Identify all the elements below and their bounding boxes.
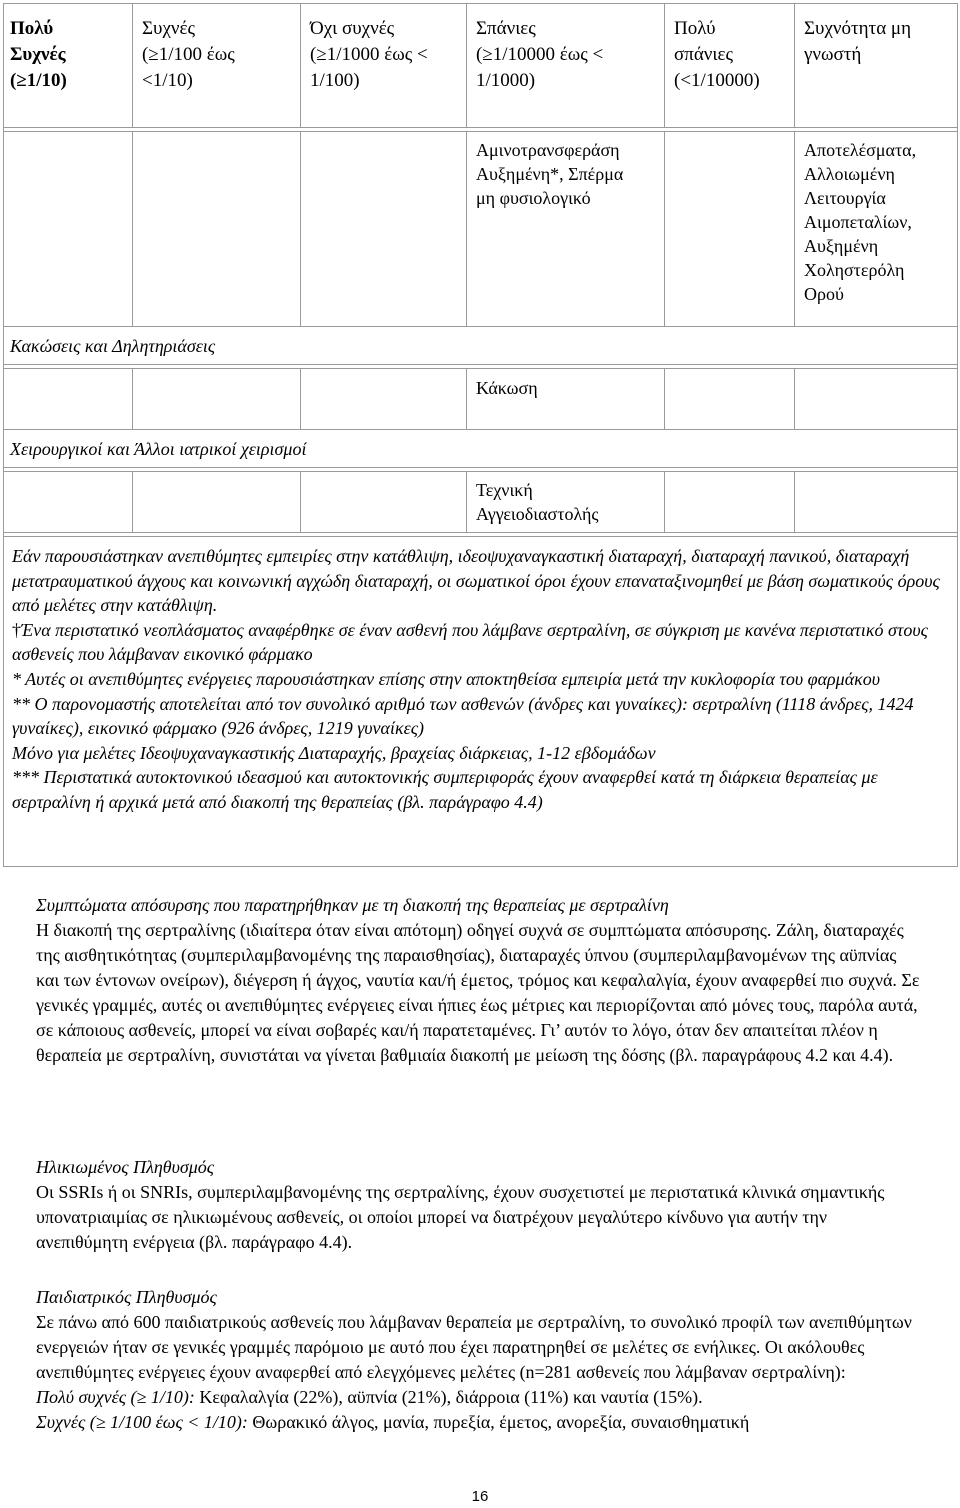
pediatric-section: [36, 1285, 920, 1435]
table-footnotes: [12, 544, 952, 815]
footnote-postmarketing: * Αυτές οι ανεπιθύμητες ενέργειες παρουσιάστηκαν επίσης στην αποκτηθείσα εμπειρία μετά την κυκλοφορία του φαρμάκου: [12, 668, 881, 689]
elderly-heading: Ηλικιωμένος Πληθυσμός: [36, 1157, 215, 1177]
col-rule: [664, 368, 665, 430]
row1-rare-cell: Αμινοτρανσφεράση Αυξημένη*, Σπέρμα μη φυσιολογικό: [476, 140, 624, 208]
footnote-neoplasm: [12, 618, 952, 667]
table-rule: [3, 326, 958, 327]
withdrawal-heading: Συμπτώματα απόσυρσης που παρατηρήθηκαν με τη διακοπή της θεραπείας με σερτραλίνη: [36, 895, 669, 915]
section-surgical: Χειρουργικοί και Άλλοι ιατρικοί χειρισμοί: [10, 439, 307, 459]
header-very-rare: Πολύ σπάνιες (<1/10000): [674, 18, 760, 91]
pediatric-heading: Παιδιατρικός Πληθυσμός: [36, 1287, 217, 1307]
elderly-section: [36, 1155, 920, 1255]
table-rule: [3, 467, 958, 468]
col-rule: [664, 471, 665, 533]
header-uncommon: Όχι συχνές (≥1/1000 έως < 1/100): [310, 18, 428, 91]
very-common-text: Κεφαλαλγία (22%), αϋπνία (21%), διάρροια (11%) και ναυτία (15%).: [194, 1387, 703, 1407]
col-rule: [466, 471, 467, 533]
col-rule: [132, 471, 133, 533]
footnote-denominator: ** Ο παρονομαστής αποτελείται από τον συνολικό αριθμό των ασθενών (άνδρες και γυναίκες): σερτραλίνη (1118 άνδρες, 1424 γυναίκες), εικονικό φάρμακο (926 άνδρες, 1219 γυναίκες): [12, 693, 914, 739]
pediatric-common: [36, 1410, 920, 1435]
row2-rare-cell: Κάκωση: [476, 378, 538, 398]
table-border-bottom: [3, 866, 958, 867]
table-border-left: [3, 3, 4, 867]
dagger-mark: †: [12, 619, 21, 640]
footnote-suicidality: *** Περιστατικά αυτοκτονικού ιδεασμού και αυτοκτονικής συμπεριφοράς έχουν αναφερθεί κατά τη διάρκεια θεραπείας με σερτραλίνη ή αρχικά μετά από διακοπή της θεραπείας (βλ. παράγραφο 4.4): [12, 767, 878, 812]
table-rule: [3, 364, 958, 365]
very-common-label: Πολύ συχνές (≥ 1/10):: [36, 1387, 195, 1407]
withdrawal-section: [36, 893, 920, 1068]
footnote-ocd: Μόνο για μελέτες Ιδεοψυχαναγκαστικής Διαταραχής, βραχείας διάρκειας, 1-12 εβδομάδων: [12, 742, 656, 763]
col-rule: [794, 131, 795, 327]
footnote-neoplasm-text: Ένα περιστατικό νεοπλάσματος αναφέρθηκε σε έναν ασθενή που λάμβανε σερτραλίνη, σε σύγκριση με κανένα περιστατικό στους ασθενείς που λάμβαναν εικονικό φάρμακο: [12, 619, 928, 665]
withdrawal-text: Η διακοπή της σερτραλίνης (ιδιαίτερα όταν είναι απότομη) οδηγεί συχνά σε συμπτώματα απόσυρσης. Ζάλη, διαταραχές της αισθητικότητας (συμπεριλαμβανομένης της παραισθησίας), διαταραχές ύπνου (συμπεριλαμβανομένων της αϋπνίας και των έντονων ονείρων), διέγερση ή άγχος, ναυτία και/ή έμετος, τρόμος και κεφαλαλγία, έχουν αναφερθεί πιο συχνά. Σε γενικές γραμμές, αυτές οι ανεπιθύμητες ενέργειες είναι ήπιες έως μέτριες και περιορίζονται από μόνες τους, παρόλα αυτά, σε κάποιους ασθενείς, μπορεί να είναι σοβαρές και/ή παρατεταμένες. Γι’ αυτόν το λόγο, όταν δεν απαιτείται πλέον η θεραπεία με σερτραλίνη, συνιστάται να γίνεται βαθμιαία διακοπή με μείωση της δόσης (βλ. παραγράφους 4.2 και 4.4).: [36, 920, 920, 1065]
table-rule: [3, 536, 958, 537]
page-number: 16: [471, 1488, 489, 1505]
col-rule: [664, 3, 665, 128]
col-rule: [664, 131, 665, 327]
pediatric-very-common: [36, 1385, 920, 1410]
table-rule: [3, 429, 958, 430]
col-rule: [466, 131, 467, 327]
table-rule: [3, 471, 958, 472]
table-border-right: [957, 3, 958, 867]
col-rule: [794, 3, 795, 128]
table-rule: [3, 131, 958, 132]
col-rule: [300, 131, 301, 327]
header-unknown: Συχνότητα μη γνωστή: [804, 18, 912, 65]
section-injury-poisoning: Κακώσεις και Δηλητηριάσεις: [10, 336, 216, 356]
pediatric-text: Σε πάνω από 600 παιδιατρικούς ασθενείς που λάμβαναν θεραπεία με σερτραλίνη, το συνολικό προφίλ των ανεπιθύμητων ενεργειών ήταν σε γενικές γραμμές παρόμοιο με αυτό που έχει παρατηρηθεί σε μελέτες σε ενήλικες. Οι ακόλουθες ανεπιθύμητες ενέργειες έχουν αναφερθεί από ελεγχόμενες μελέτες (n=281 ασθενείς που λάμβαναν σερτραλίνη):: [36, 1312, 912, 1382]
col-rule: [132, 131, 133, 327]
table-rule: [3, 127, 958, 128]
col-rule: [466, 368, 467, 430]
table-rule: [3, 368, 958, 369]
elderly-text: Οι SSRIs ή οι SNRIs, συμπεριλαμβανομένης της σερτραλίνης, έχουν συσχετιστεί με περιστατικά κλινικά σημαντικής υπονατριαιμίας σε ηλικιωμένους ασθενείς, οι οποίοι μπορεί να διατρέχουν μεγαλύτερο κίνδυνο για αυτήν την ανεπιθύμητη ενέργεια (βλ. παράγραφο 4.4).: [36, 1182, 885, 1252]
table-rule: [3, 532, 958, 533]
header-very-common: Πολύ Συχνές (≥1/10): [10, 18, 67, 91]
col-rule: [132, 3, 133, 128]
col-rule: [300, 3, 301, 128]
col-rule: [794, 368, 795, 430]
col-rule: [794, 471, 795, 533]
row3-rare-cell: Τεχνική Αγγειοδιαστολής: [476, 480, 599, 524]
header-common: Συχνές (≥1/100 έως <1/10): [142, 18, 235, 91]
common-text: Θωρακικό άλγος, μανία, πυρεξία, έμετος, ανορεξία, συναισθηματική: [247, 1412, 750, 1432]
common-label: Συχνές (≥ 1/100 έως < 1/10):: [36, 1412, 248, 1432]
col-rule: [466, 3, 467, 128]
col-rule: [300, 471, 301, 533]
table-border-top: [3, 3, 958, 4]
row1-unknown-cell: Αποτελέσματα, Αλλοιωμένη Λειτουργία Αιμοπεταλίων, Αυξημένη Χοληστερόλη Ορού: [804, 140, 917, 304]
footnote-general: Εάν παρουσιάστηκαν ανεπιθύμητες εμπειρίες στην κατάθλιψη, ιδεοψυχαναγκαστική διαταραχή, διαταραχή πανικού, διαταραχή μετατραυματικού άγχους και κοινωνική αγχώδη διαταραχή, οι σωματικοί όροι έχουν επαναταξινομηθεί με βάση σωματικούς όρους από μελέτες στην κατάθλιψη.: [12, 546, 940, 616]
header-rare: Σπάνιες (≥1/10000 έως < 1/1000): [476, 18, 604, 91]
col-rule: [300, 368, 301, 430]
col-rule: [132, 368, 133, 430]
